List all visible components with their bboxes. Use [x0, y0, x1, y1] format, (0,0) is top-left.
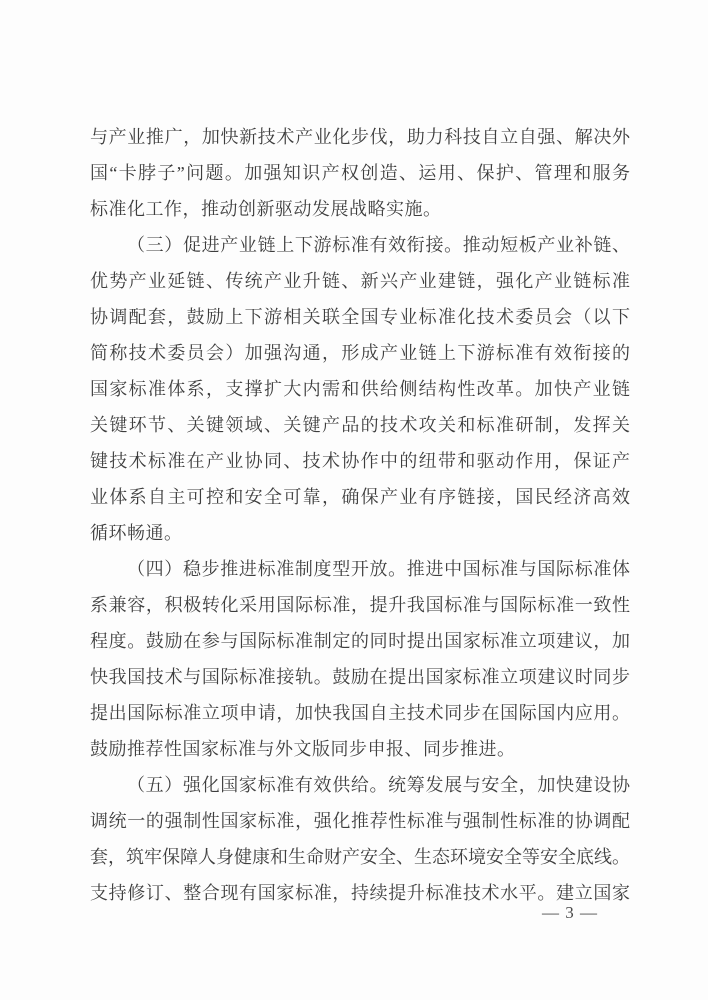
text-line: （五）强化国家标准有效供给。统筹发展与安全，加快建设协: [127, 775, 630, 795]
text-line: （三）促进产业链上下游标准有效衔接。推动短板产业补链、: [127, 235, 630, 255]
paragraph-section-5: [90, 767, 630, 911]
text-line: 标准化工作，推动创新驱动发展战略实施。: [90, 199, 442, 219]
paragraph-continuation: [90, 119, 630, 227]
text-line: 程度。鼓励在参与国际标准制定的同时提出国家标准立项建议，加: [90, 631, 630, 651]
text-line: 鼓励推荐性国家标准与外文版同步申报、同步推进。: [90, 739, 516, 759]
page-number: — 3 —: [542, 903, 598, 922]
text-line: 关键环节、关键领域、关键产品的技术攻关和标准研制，发挥关: [90, 415, 630, 435]
text-line: 系兼容，积极转化采用国际标准，提升我国标准与国际标准一致性: [90, 595, 630, 615]
text-line: 调统一的强制性国家标准，强化推荐性标准与强制性标准的协调配: [90, 811, 630, 831]
text-line: 键技术标准在产业协同、技术协作中的纽带和驱动作用，保证产: [90, 451, 630, 471]
text-line: 国“卡脖子”问题。加强知识产权创造、运用、保护、管理和服务: [90, 163, 630, 183]
text-line: （四）稳步推进标准制度型开放。推进中国标准与国际标准体: [127, 559, 630, 579]
text-line: 循环畅通。: [90, 523, 183, 543]
text-line: 提出国际标准立项申请，加快我国自主技术同步在国际国内应用。: [90, 703, 630, 723]
text-line: 国家标准体系，支撑扩大内需和供给侧结构性改革。加快产业链: [90, 379, 630, 399]
document-body: [90, 119, 630, 911]
paragraph-section-4: [90, 551, 630, 767]
paragraph-section-3: [90, 227, 630, 551]
text-line: 简称技术委员会）加强沟通，形成产业链上下游标准有效衔接的: [90, 343, 630, 363]
text-line: 与产业推广，加快新技术产业化步伐，助力科技自立自强、解决外: [90, 127, 630, 147]
text-line: 支持修订、整合现有国家标准，持续提升标准技术水平。建立国家: [90, 883, 630, 903]
text-line: 业体系自主可控和安全可靠，确保产业有序链接，国民经济高效: [90, 487, 630, 507]
text-line: 优势产业延链、传统产业升链、新兴产业建链，强化产业链标准: [90, 271, 630, 291]
text-line: 快我国技术与国际标准接轨。鼓励在提出国家标准立项建议时同步: [90, 667, 630, 687]
text-line: 协调配套，鼓励上下游相关联全国专业标准化技术委员会（以下: [90, 307, 630, 327]
text-line: 套，筑牢保障人身健康和生命财产安全、生态环境安全等安全底线。: [90, 847, 630, 867]
